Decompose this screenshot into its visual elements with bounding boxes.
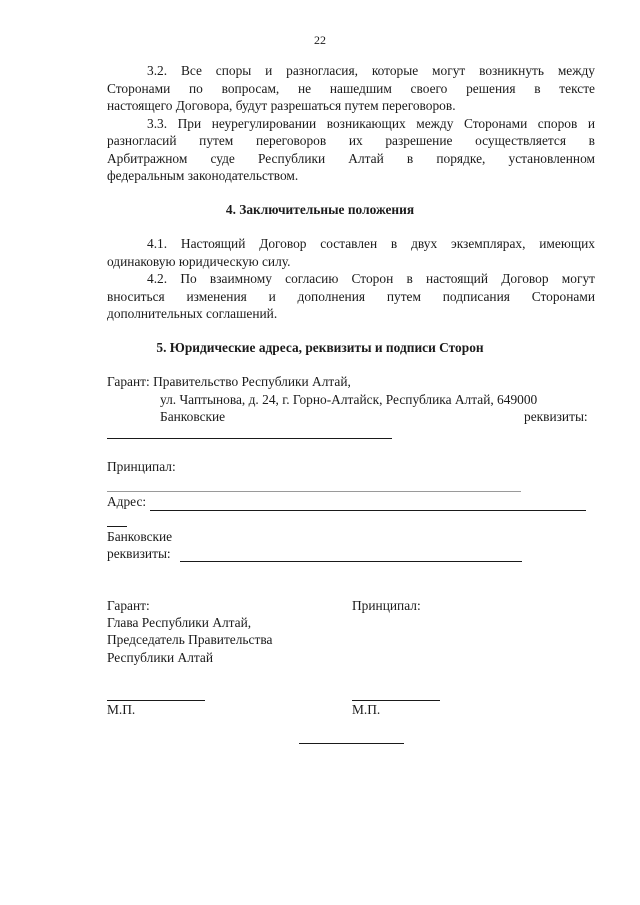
sig-garant-signature-blank bbox=[107, 700, 205, 701]
address-label: Адрес: bbox=[107, 494, 147, 509]
sig-garant-line-2: Председатель Правительства bbox=[107, 632, 273, 647]
text-line: Арбитражном суде Республики Алтай в порядке, установленном bbox=[107, 150, 595, 166]
sig-principal-stamp: М.П. bbox=[352, 702, 381, 717]
text-line: одинаковую юридическую силу. bbox=[107, 253, 291, 269]
clause-4-2 bbox=[107, 270, 595, 323]
address-blank bbox=[150, 510, 586, 511]
garant-name: Гарант: Правительство Республики Алтай, bbox=[107, 374, 351, 389]
principal-label: Принципал: bbox=[107, 459, 176, 474]
principal-bank-label: Банковские bbox=[107, 529, 173, 544]
sig-principal-title: Принципал: bbox=[352, 598, 421, 613]
text-line: Сторонами по вопросам, не нашедшим своего решения в тексте bbox=[107, 80, 595, 96]
garant-address: ул. Чаптынова, д. 24, г. Горно-Алтайск, Республика Алтай, 649000 bbox=[160, 392, 538, 407]
clause-4-1 bbox=[107, 235, 595, 270]
text-line: дополнительных соглашений. bbox=[107, 306, 278, 321]
section-4-heading: 4. Заключительные положения bbox=[225, 202, 415, 217]
principal-name-blank bbox=[107, 491, 521, 492]
sig-principal-signature-blank bbox=[352, 700, 440, 701]
principal-bank-blank bbox=[180, 561, 522, 562]
text-line: 4.2. По взаимному согласию Сторон в настоящий Договор могут bbox=[147, 271, 595, 286]
page-number: 22 bbox=[314, 33, 326, 47]
text-line: 3.3. При неурегулировании возникающих между Сторонами споров и bbox=[147, 115, 595, 131]
garant-bank-blank bbox=[107, 438, 392, 439]
sig-garant-line-1: Глава Республики Алтай, bbox=[107, 615, 252, 630]
clause-3-2 bbox=[107, 62, 595, 115]
sig-garant-title: Гарант: bbox=[107, 598, 150, 613]
clause-3-3 bbox=[107, 115, 595, 185]
text-line: федеральным законодательством. bbox=[107, 168, 299, 183]
principal-bank-label-2: реквизиты: bbox=[107, 546, 171, 561]
text-line: разногласий путем переговоров их разрешение осуществляется в bbox=[107, 133, 595, 148]
sig-garant-stamp: М.П. bbox=[107, 702, 136, 717]
text-line: вноситься изменения и дополнения путем подписания Сторонами bbox=[107, 288, 595, 304]
end-separator bbox=[299, 743, 404, 744]
text-line: 3.2. Все споры и разногласия, которые могут возникнуть между bbox=[147, 63, 595, 78]
text-line: настоящего Договора, будут разрешаться путем переговоров. bbox=[107, 98, 456, 113]
section-5-heading: 5. Юридические адреса, реквизиты и подписи Сторон bbox=[156, 340, 484, 355]
garant-bank-label-2: реквизиты: bbox=[524, 409, 588, 424]
sig-garant-line-3: Республики Алтай bbox=[107, 650, 214, 665]
address-blank-continuation bbox=[107, 526, 127, 527]
garant-bank-label: Банковские bbox=[160, 409, 226, 424]
text-line: 4.1. Настоящий Договор составлен в двух экземплярах, имеющих bbox=[147, 236, 595, 251]
